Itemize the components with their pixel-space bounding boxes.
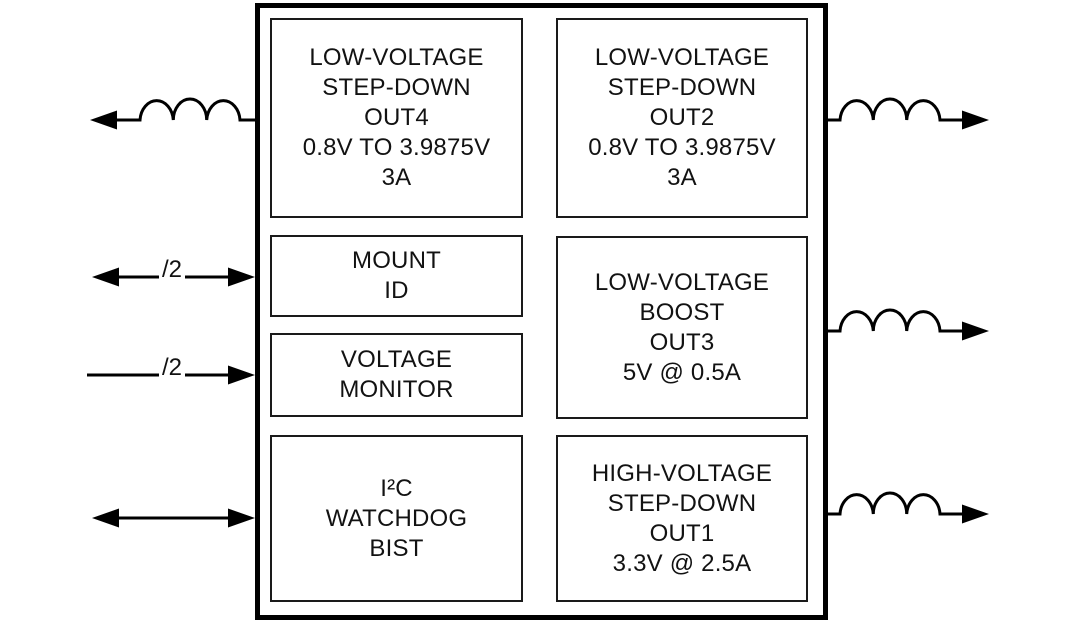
block-label-line: OUT2	[649, 104, 715, 131]
block-label-line: LOW-VOLTAGE	[309, 44, 484, 71]
block-label-line: 0.8V TO 3.9875V	[588, 134, 776, 161]
block-label-line: 5V @ 0.5A	[622, 358, 742, 386]
block-label-line: LOW-VOLTAGE	[594, 268, 770, 296]
block-voltage-monitor	[270, 333, 523, 417]
block-label-line: STEP-DOWN	[322, 74, 471, 101]
block-label-line: LOW-VOLTAGE	[594, 44, 770, 71]
block-label-line: VOLTAGE	[340, 346, 453, 373]
block-label-line: BOOST	[639, 298, 725, 326]
arrow-right-icon	[228, 268, 255, 287]
block-label-line: 3A	[667, 164, 697, 191]
block-step-down-out1	[556, 435, 808, 602]
block-label-line: 3.3V @ 2.5A	[612, 549, 752, 577]
bus-width-label: /2	[159, 256, 185, 284]
arrow-right-icon	[228, 509, 255, 528]
bus-width-label: /2	[159, 354, 185, 382]
block-label-line: OUT1	[649, 519, 715, 547]
block-label-line: ID	[384, 277, 409, 304]
out4-inductor-icon	[90, 99, 257, 129]
block-label-line: OUT3	[649, 328, 715, 356]
block-label-line: MONITOR	[339, 376, 454, 403]
block-label-line: HIGH-VOLTAGE	[591, 459, 773, 487]
block-step-down-out2	[556, 18, 808, 218]
arrow-right-icon	[962, 505, 989, 524]
arrow-right-icon	[962, 322, 989, 341]
block-label-line: OUT4	[364, 104, 429, 131]
i2c-bidirectional-arrow-icon	[92, 509, 255, 528]
block-label-line: I²C	[380, 474, 413, 502]
block-label-line: BIST	[369, 534, 424, 562]
block-step-down-out4	[270, 18, 523, 218]
out3-inductor-icon	[826, 310, 989, 341]
out1-inductor-icon	[826, 493, 989, 524]
block-boost-out3	[556, 236, 808, 419]
arrow-right-icon	[962, 111, 989, 130]
block-label-line: 0.8V TO 3.9875V	[302, 134, 491, 161]
block-label-line: MOUNT	[352, 247, 441, 274]
arrow-left-icon	[90, 111, 117, 130]
out2-inductor-icon	[826, 99, 989, 130]
block-mount-id	[270, 235, 523, 317]
arrow-left-icon	[92, 509, 119, 528]
arrow-left-icon	[92, 268, 119, 287]
block-label-line: STEP-DOWN	[607, 489, 757, 517]
block-label-line: 3A	[381, 164, 412, 191]
block-label-line: STEP-DOWN	[607, 74, 757, 101]
block-label-line: WATCHDOG	[325, 504, 468, 532]
arrow-right-icon	[228, 366, 255, 385]
block-i2c-watchdog-bist	[270, 435, 523, 602]
